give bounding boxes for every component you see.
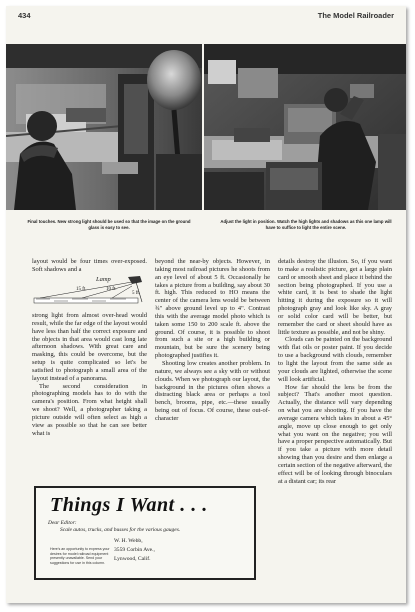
column-1 <box>32 312 147 438</box>
box-note: Here's an opportunity to express your desires for model railroad equipment presently unavailable. Send your suggestions for use in this column. <box>50 547 110 565</box>
box-city: Lynwood, Calif. <box>114 556 151 562</box>
col3-paragraph-3: How far should the lens be from the subject? That's another moot question. Actually, the distance will vary depending on what you are shooting. If you have the average camera which takes in about a 45° angle, move up close enough to get only what you want on the negative; you will have a proper perspective automatically. But if you take a picture with more detail showing than you desire and then enlarge a certain section of the negative afterward, the effect will be of looking through binoculars at a distant car; its rear <box>278 383 392 485</box>
photo-right <box>204 44 406 210</box>
col2-paragraph-2: Shooting low creates another problem. In nature, we always see a sky with or without clouds. When we photograph our layout, the background in the pictures often shows a distracting black area or perhaps a tool bench, brooms, pipe, etc.—these usually being out of focus. Of course, these out-of-character <box>155 359 270 422</box>
things-i-want-box <box>34 486 256 580</box>
caption-left: Final touches. New strong light should be used so that the image on the ground glass is easy to see. <box>27 219 191 231</box>
diagram-lamp-label: Lamp <box>96 276 111 283</box>
photo-left-image <box>6 44 202 210</box>
column-3 <box>278 258 392 485</box>
box-name: W. H. Webb, <box>114 538 143 544</box>
diagram-label-5ft: 5 ft. <box>132 291 141 296</box>
col1-paragraph-1: strong light from almost over-head would result, while the far edge of the layout would have less than half the correct exposure and the objects in that area would cast long late afternoon shadows. With great care and masking, this could be overcome, but the setup is quite complicated so let's be satisfied to photograph a small area of the layout instead of a panorama. <box>32 312 147 382</box>
magazine-page <box>6 6 406 603</box>
box-title: Things I Want . . . <box>50 494 208 516</box>
col2-paragraph-1: beyond the near-by objects. However, in taking most railroad pictures he shoots from an eye level of about 5 ft. Occasionally he takes a picture from a building, say about 30 ft. high. This reduced to HO means the center of the camera lens would be between ¾" above ground level up to 4". Contrast this with the average model photo which is taken some 150 to 200 scale ft. above the ground. Of course, it is possible to shoot from such a site or a high building or mountain, but be sure the scenery being photographed justifies it. <box>155 258 270 360</box>
box-tagline: Scale autos, trucks, and busses for the various gauges. <box>60 527 181 533</box>
caption-right: Adjust the light in position. Watch the high lights and shadows as this one lamp will have to suffice to light the entire scene. <box>220 219 392 231</box>
magazine-title: The Model Railroader <box>317 11 394 20</box>
box-greeting: Dear Editor: <box>48 520 77 526</box>
photo-right-image <box>204 44 406 210</box>
lamp-distance-diagram <box>32 272 148 310</box>
page-frame <box>2 0 411 612</box>
column-1-top: layout would be four times over-exposed. Soft shadows and a <box>32 258 147 273</box>
column-2 <box>155 258 270 423</box>
page-number: 434 <box>18 11 31 20</box>
diagram-label-15ft: 15 ft. <box>76 287 87 292</box>
lamp-icon <box>128 276 142 284</box>
col1-paragraph-2: The second consideration in photographing models has to do with the camera's position. From what height shall we shoot? Well, a photographer taking a picture outside will often select as high a view as possible so that he can see better what is <box>32 382 147 437</box>
col3-paragraph-1: details destroy the illusion. So, if you want to make a realistic picture, get a large plain card or smooth sheet and place it behind the section being photographed. If you use a white card, it is best to shade the light hitting it during the exposure so it will photograph gray and look like sky. A gray or solid color card will be better, but remember the card or sheet should have as little texture as possible, and not be shiny. <box>278 258 392 336</box>
col3-paragraph-2: Clouds can be painted on the background with flat oils or poster paint. If you decide to use a background with clouds, remember to light the layout from the same side as your clouds are lighted, otherwise the scene will look artificial. <box>278 336 392 383</box>
page-header <box>18 11 394 23</box>
box-street: 3559 Corbin Ave., <box>114 547 155 553</box>
diagram-label-10ft: 10 ft. <box>106 287 117 292</box>
photo-left <box>6 44 202 210</box>
